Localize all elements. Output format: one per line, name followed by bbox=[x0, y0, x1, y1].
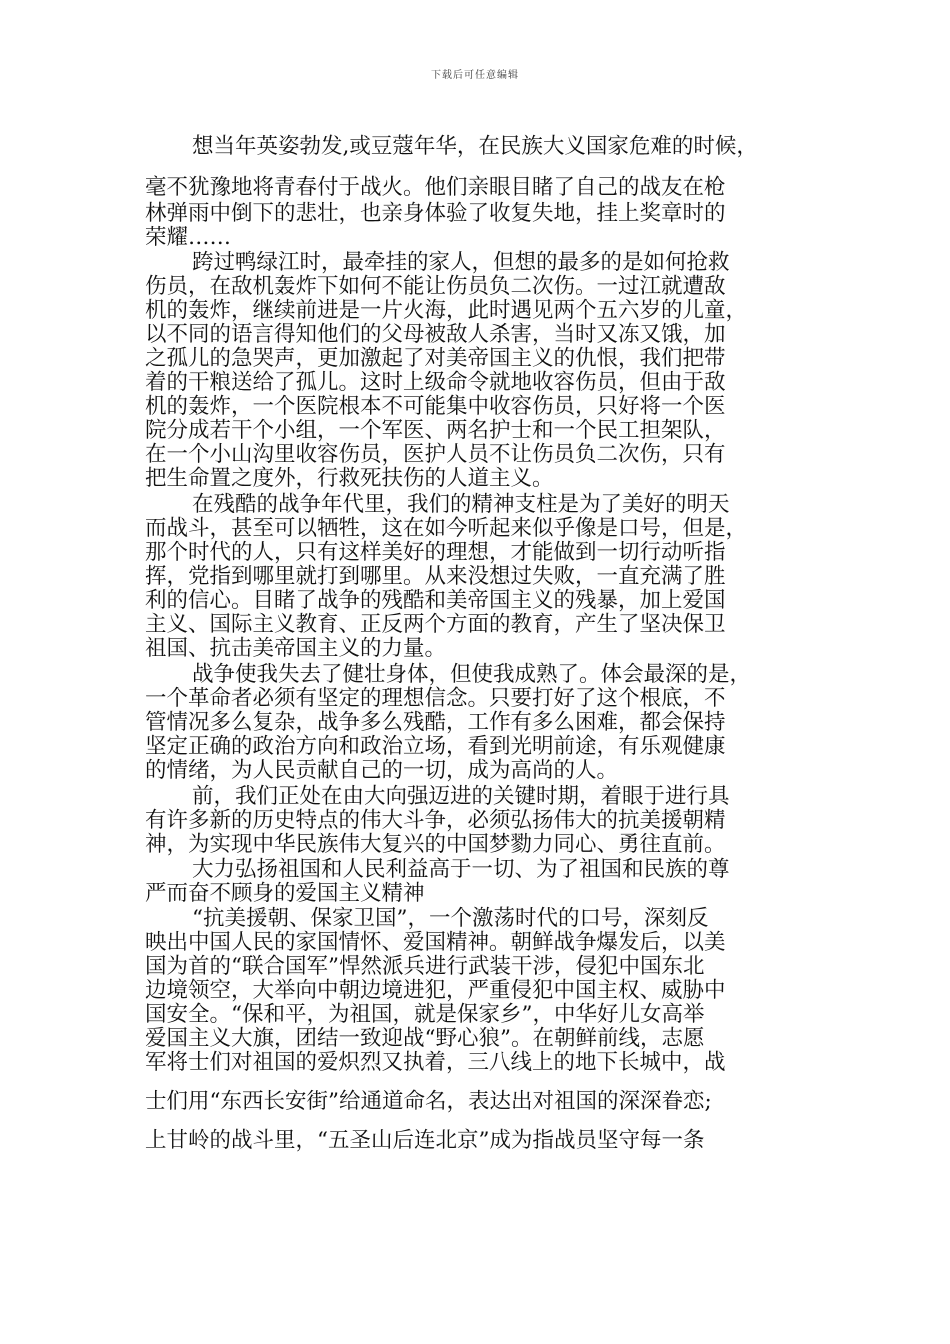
text-line: 国安全。“保和平，为祖国，就是保家乡”，中华好儿女高举 bbox=[145, 1002, 705, 1027]
text-line: 祖国、抗击美帝国主义的力量。 bbox=[145, 636, 447, 661]
text-line: 的情绪，为人民贡献自己的一切，成为高尚的人。 bbox=[145, 758, 619, 783]
text-line: 而战斗，甚至可以牺牲，这在如今听起来似乎像是口号，但是， bbox=[145, 516, 748, 541]
text-line: 挥，党指到哪里就打到哪里。从来没想过失败，一直充满了胜 bbox=[145, 564, 726, 589]
text-line: 主义、国际主义教育、正反两个方面的教育，产生了坚决保卫 bbox=[145, 612, 726, 637]
text-line: 机的轰炸，一个医院根本不可能集中收容伤员，只好将一个医 bbox=[145, 394, 726, 419]
text-line: “抗美援朝、保家卫国”，一个激荡时代的口号，深刻反 bbox=[192, 906, 709, 931]
text-line: 映出中国人民的家国情怀、爱国精神。朝鲜战争爆发后，以美 bbox=[145, 930, 726, 955]
text-line: 林弹雨中倒下的悲壮，也亲身体验了收复失地，挂上奖章时的 bbox=[145, 201, 726, 226]
text-line: 爱国主义大旗，团结一致迎战“野心狼”。在朝鲜前线，志愿 bbox=[145, 1026, 705, 1051]
text-line: 机的轰炸，继续前进是一片火海，此时遇见两个五六岁的儿童， bbox=[145, 298, 748, 323]
text-line: 之孤儿的急哭声，更加激起了对美帝国主义的仇恨，我们把带 bbox=[145, 346, 726, 371]
text-line: 荣耀…… bbox=[145, 225, 232, 250]
text-line: 以不同的语言得知他们的父母被敌人杀害，当时又冻又饿，加 bbox=[145, 322, 726, 347]
text-line: 士们用“东西长安街”给通道命名，表达出对祖国的深深眷恋; bbox=[145, 1089, 712, 1114]
text-line: 管情况多么复杂，战争多么残酷，工作有多么困难，都会保持 bbox=[145, 710, 726, 735]
text-line: 在一个小山沟里收容伤员，医护人员不让伤员负二次伤，只有 bbox=[145, 442, 726, 467]
text-line: 那个时代的人，只有这样美好的理想，才能做到一切行动听指 bbox=[145, 540, 726, 565]
text-line: 一个革命者必须有坚定的理想信念。只要打好了这个根底，不 bbox=[145, 686, 726, 711]
text-line: 有许多新的历史特点的伟大斗争，必须弘扬伟大的抗美援朝精 bbox=[145, 808, 726, 833]
text-line: 伤员，在敌机轰炸下如何不能让伤员负二次伤。一过江就遭敌 bbox=[145, 274, 726, 299]
text-line: 上甘岭的战斗里，“五圣山后连北京”成为指战员坚守每一条 bbox=[145, 1128, 705, 1153]
text-line: 大力弘扬祖国和人民利益高于一切、为了祖国和民族的尊 bbox=[192, 857, 730, 882]
text-line: 着的干粮送给了孤儿。这时上级命令就地收容伤员，但由于敌 bbox=[145, 370, 726, 395]
text-line: 利的信心。目睹了战争的残酷和美帝国主义的残暴，加上爱国 bbox=[145, 588, 726, 613]
text-line: 神，为实现中华民族伟大复兴的中国梦勠力同心、勇往直前。 bbox=[145, 832, 726, 857]
text-line: 前，我们正处在由大向强迈进的关键时期，着眼于进行具 bbox=[192, 784, 730, 809]
text-line: 把生命置之度外，行救死扶伤的人道主义。 bbox=[145, 466, 554, 491]
text-line: 边境领空，大举向中朝边境进犯，严重侵犯中国主权、威胁中 bbox=[145, 978, 726, 1003]
text-line: 坚定正确的政治方向和政治立场，看到光明前途，有乐观健康 bbox=[145, 734, 726, 759]
page-header: 下载后可任意编辑 bbox=[431, 70, 519, 81]
text-line: 在残酷的战争年代里，我们的精神支柱是为了美好的明天 bbox=[192, 492, 730, 517]
text-line: 严而奋不顾身的爱国主义精神 bbox=[145, 881, 425, 906]
text-line: 想当年英姿勃发,或豆蔻年华，在民族大义国家危难的时候， bbox=[192, 134, 758, 159]
text-line: 跨过鸭绿江时，最牵挂的家人，但想的最多的是如何抢救 bbox=[192, 250, 730, 275]
text-line: 战争使我失去了健壮身体，但使我成熟了。体会最深的是， bbox=[192, 662, 752, 687]
text-line: 院分成若干个小组，一个军医、两名护士和一个民工担架队， bbox=[145, 418, 726, 443]
text-line: 毫不犹豫地将青春付于战火。他们亲眼目睹了自己的战友在枪 bbox=[145, 175, 726, 200]
text-line: 军将士们对祖国的爱炽烈又执着，三八线上的地下长城中，战 bbox=[145, 1050, 726, 1075]
text-line: 国为首的“联合国军”悍然派兵进行武装干涉，侵犯中国东北 bbox=[145, 954, 705, 979]
